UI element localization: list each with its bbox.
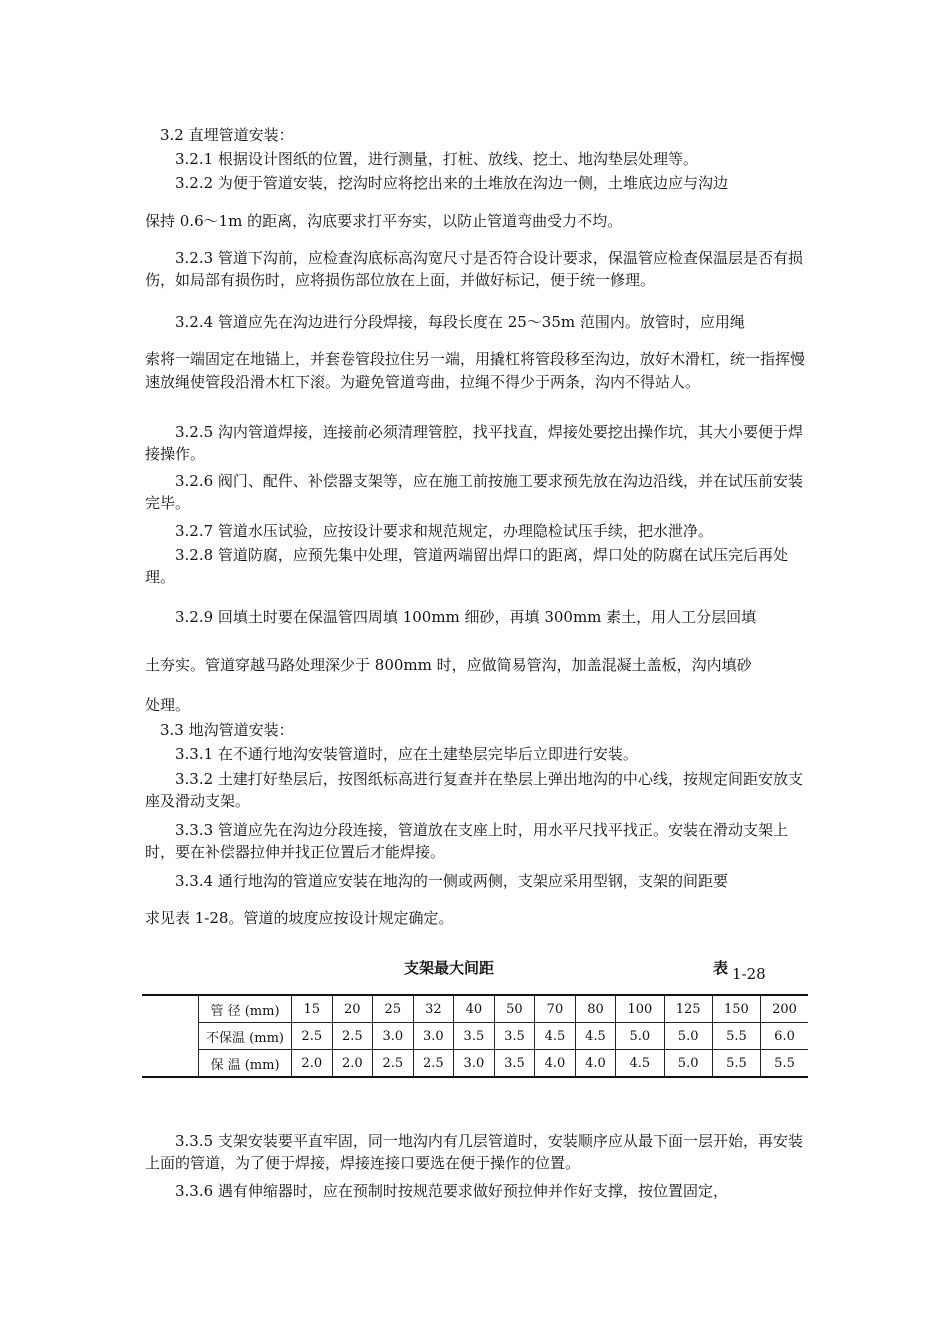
- table-cell: 32: [413, 995, 454, 1023]
- table-cell: 5.0: [664, 1023, 712, 1050]
- table-cell: 2.5: [413, 1050, 454, 1078]
- table-cell: 2.5: [332, 1023, 373, 1050]
- table-row-header: 保 温 (mm): [199, 1050, 292, 1078]
- para-3-2-7: 3.2.7 管道水压试验，应按设计要求和规范规定，办理隐检试压手续，把水泄净。: [175, 522, 713, 540]
- table-cell: 2.0: [332, 1050, 373, 1078]
- table-label-number: 1-28: [732, 965, 766, 983]
- table-cell: 3.0: [373, 1023, 414, 1050]
- table-cell: 4.5: [575, 1023, 616, 1050]
- section-3-3-title: 3.3 地沟管道安装：: [160, 721, 294, 739]
- table-row: [142, 995, 808, 1023]
- table-cell: 200: [761, 995, 808, 1023]
- para-3-2-4-rest: 索将一端固定在地锚上，并套卷管段拉住另一端，用撬杠将管段移至沟边，放好木滑杠，统一指挥慢速放绳使管段沿滑木杠下滚。为避免管道弯曲，拉绳不得少于两条，沟内不得站人。: [145, 350, 806, 391]
- table-cell: 80: [575, 995, 616, 1023]
- table-cell: 150: [712, 995, 760, 1023]
- table-cell: 5.5: [761, 1050, 808, 1078]
- table-cell: 3.5: [454, 1023, 495, 1050]
- table-cell: 70: [535, 995, 576, 1023]
- table-row-header: 不保温 (mm): [199, 1023, 292, 1050]
- table-label-prefix: 表: [713, 959, 729, 977]
- para-3-2-6: 3.2.6 阀门、配件、补偿器支架等，应在施工前按施工要求预先放在沟边沿线，并在试压前安装完毕。: [145, 472, 803, 512]
- para-3-3-2: 3.3.2 土建打好垫层后，按图纸标高进行复查并在垫层上弹出地沟的中心线，按规定间距安放支座及滑动支架。: [145, 770, 803, 810]
- table-cell: 4.5: [616, 1050, 664, 1078]
- table-blank-cell: [142, 1023, 199, 1050]
- table-caption: 支架最大间距: [404, 959, 495, 977]
- table-row: [142, 1050, 808, 1078]
- para-3-2-9-line3: 处理。: [145, 696, 191, 714]
- table-row-header: 管 径 (mm): [199, 995, 292, 1023]
- table-cell: 4.0: [575, 1050, 616, 1078]
- para-3-2-2-line1: 3.2.2 为便于管道安装，挖沟时应将挖出来的土堆放在沟边一侧，土堆底边应与沟边: [175, 174, 728, 192]
- support-spacing-table: [142, 994, 808, 1078]
- table-cell: 2.5: [373, 1050, 414, 1078]
- para-3-3-4-line1: 3.3.4 通行地沟的管道应安装在地沟的一侧或两侧，支架应采用型钢，支架的间距要: [175, 872, 728, 890]
- para-3-3-1: 3.3.1 在不通行地沟安装管道时，应在土建垫层完毕后立即进行安装。: [175, 745, 638, 763]
- table-cell: 5.0: [616, 1023, 664, 1050]
- para-3-2-9-line1: 3.2.9 回填土时要在保温管四周填 100mm 细砂，再填 300mm 素土，用人工分层回填: [175, 608, 757, 626]
- table-blank-cell: [142, 995, 199, 1023]
- table-row: [142, 1023, 808, 1050]
- table-cell: 4.5: [535, 1023, 576, 1050]
- table-cell: 100: [616, 995, 664, 1023]
- table-cell: 20: [332, 995, 373, 1023]
- table-cell: 5.5: [712, 1050, 760, 1078]
- para-3-2-4-line1: 3.2.4 管道应先在沟边进行分段焊接，每段长度在 25～35m 范围内。放管时，应用绳: [175, 313, 745, 331]
- para-3-2-3: 3.2.3 管道下沟前，应检查沟底标高沟宽尺寸是否符合设计要求，保温管应检查保温层是否有损伤，如局部有损伤时，应将损伤部位放在上面，并做好标记，便于统一修理。: [145, 249, 803, 289]
- para-3-3-4-line2: 求见表 1-28。管道的坡度应按设计规定确定。: [145, 909, 454, 927]
- table-cell: 125: [664, 995, 712, 1023]
- table-cell: 3.5: [494, 1050, 535, 1078]
- table-cell: 3.0: [454, 1050, 495, 1078]
- section-3-2-title: 3.2 直埋管道安装：: [160, 126, 294, 144]
- table-cell: 2.0: [292, 1050, 333, 1078]
- para-3-2-9-line2: 土夯实。管道穿越马路处理深少于 800mm 时，应做简易管沟，加盖混凝土盖板，沟内填砂: [145, 656, 752, 674]
- table-cell: 6.0: [761, 1023, 808, 1050]
- table-cell: 50: [494, 995, 535, 1023]
- para-3-3-6: 3.3.6 遇有伸缩器时，应在预制时按规范要求做好预拉伸并作好支撑，按位置固定，: [175, 1182, 728, 1200]
- para-3-3-5: 3.3.5 支架安装要平直牢固，同一地沟内有几层管道时，安装顺序应从最下面一层开始，再安装上面的管道，为了便于焊接，焊接连接口要选在便于操作的位置。: [145, 1132, 803, 1172]
- table-cell: 3.5: [494, 1023, 535, 1050]
- table-cell: 3.0: [413, 1023, 454, 1050]
- para-3-3-3: 3.3.3 管道应先在沟边分段连接，管道放在支座上时，用水平尺找平找正。安装在滑动支架上时，要在补偿器拉伸并找正位置后才能焊接。: [145, 821, 788, 861]
- para-3-2-1: 3.2.1 根据设计图纸的位置，进行测量，打桩、放线、挖土、地沟垫层处理等。: [175, 150, 698, 168]
- table-cell: 25: [373, 995, 414, 1023]
- table-cell: 5.0: [664, 1050, 712, 1078]
- table-cell: 15: [292, 995, 333, 1023]
- table-cell: 2.5: [292, 1023, 333, 1050]
- para-3-2-2-line2: 保持 0.6～1m 的距离，沟底要求打平夯实，以防止管道弯曲受力不均。: [145, 212, 623, 230]
- para-3-2-8: 3.2.8 管道防腐，应预先集中处理，管道两端留出焊口的距离，焊口处的防腐在试压完后再处理。: [145, 546, 788, 586]
- table-cell: 40: [454, 995, 495, 1023]
- table-cell: 4.0: [535, 1050, 576, 1078]
- table-cell: 5.5: [712, 1023, 760, 1050]
- para-3-2-5: 3.2.5 沟内管道焊接，连接前必须清理管腔，找平找直，焊接处要挖出操作坑，其大小要便于焊接操作。: [145, 423, 803, 463]
- table-blank-cell: [142, 1050, 199, 1078]
